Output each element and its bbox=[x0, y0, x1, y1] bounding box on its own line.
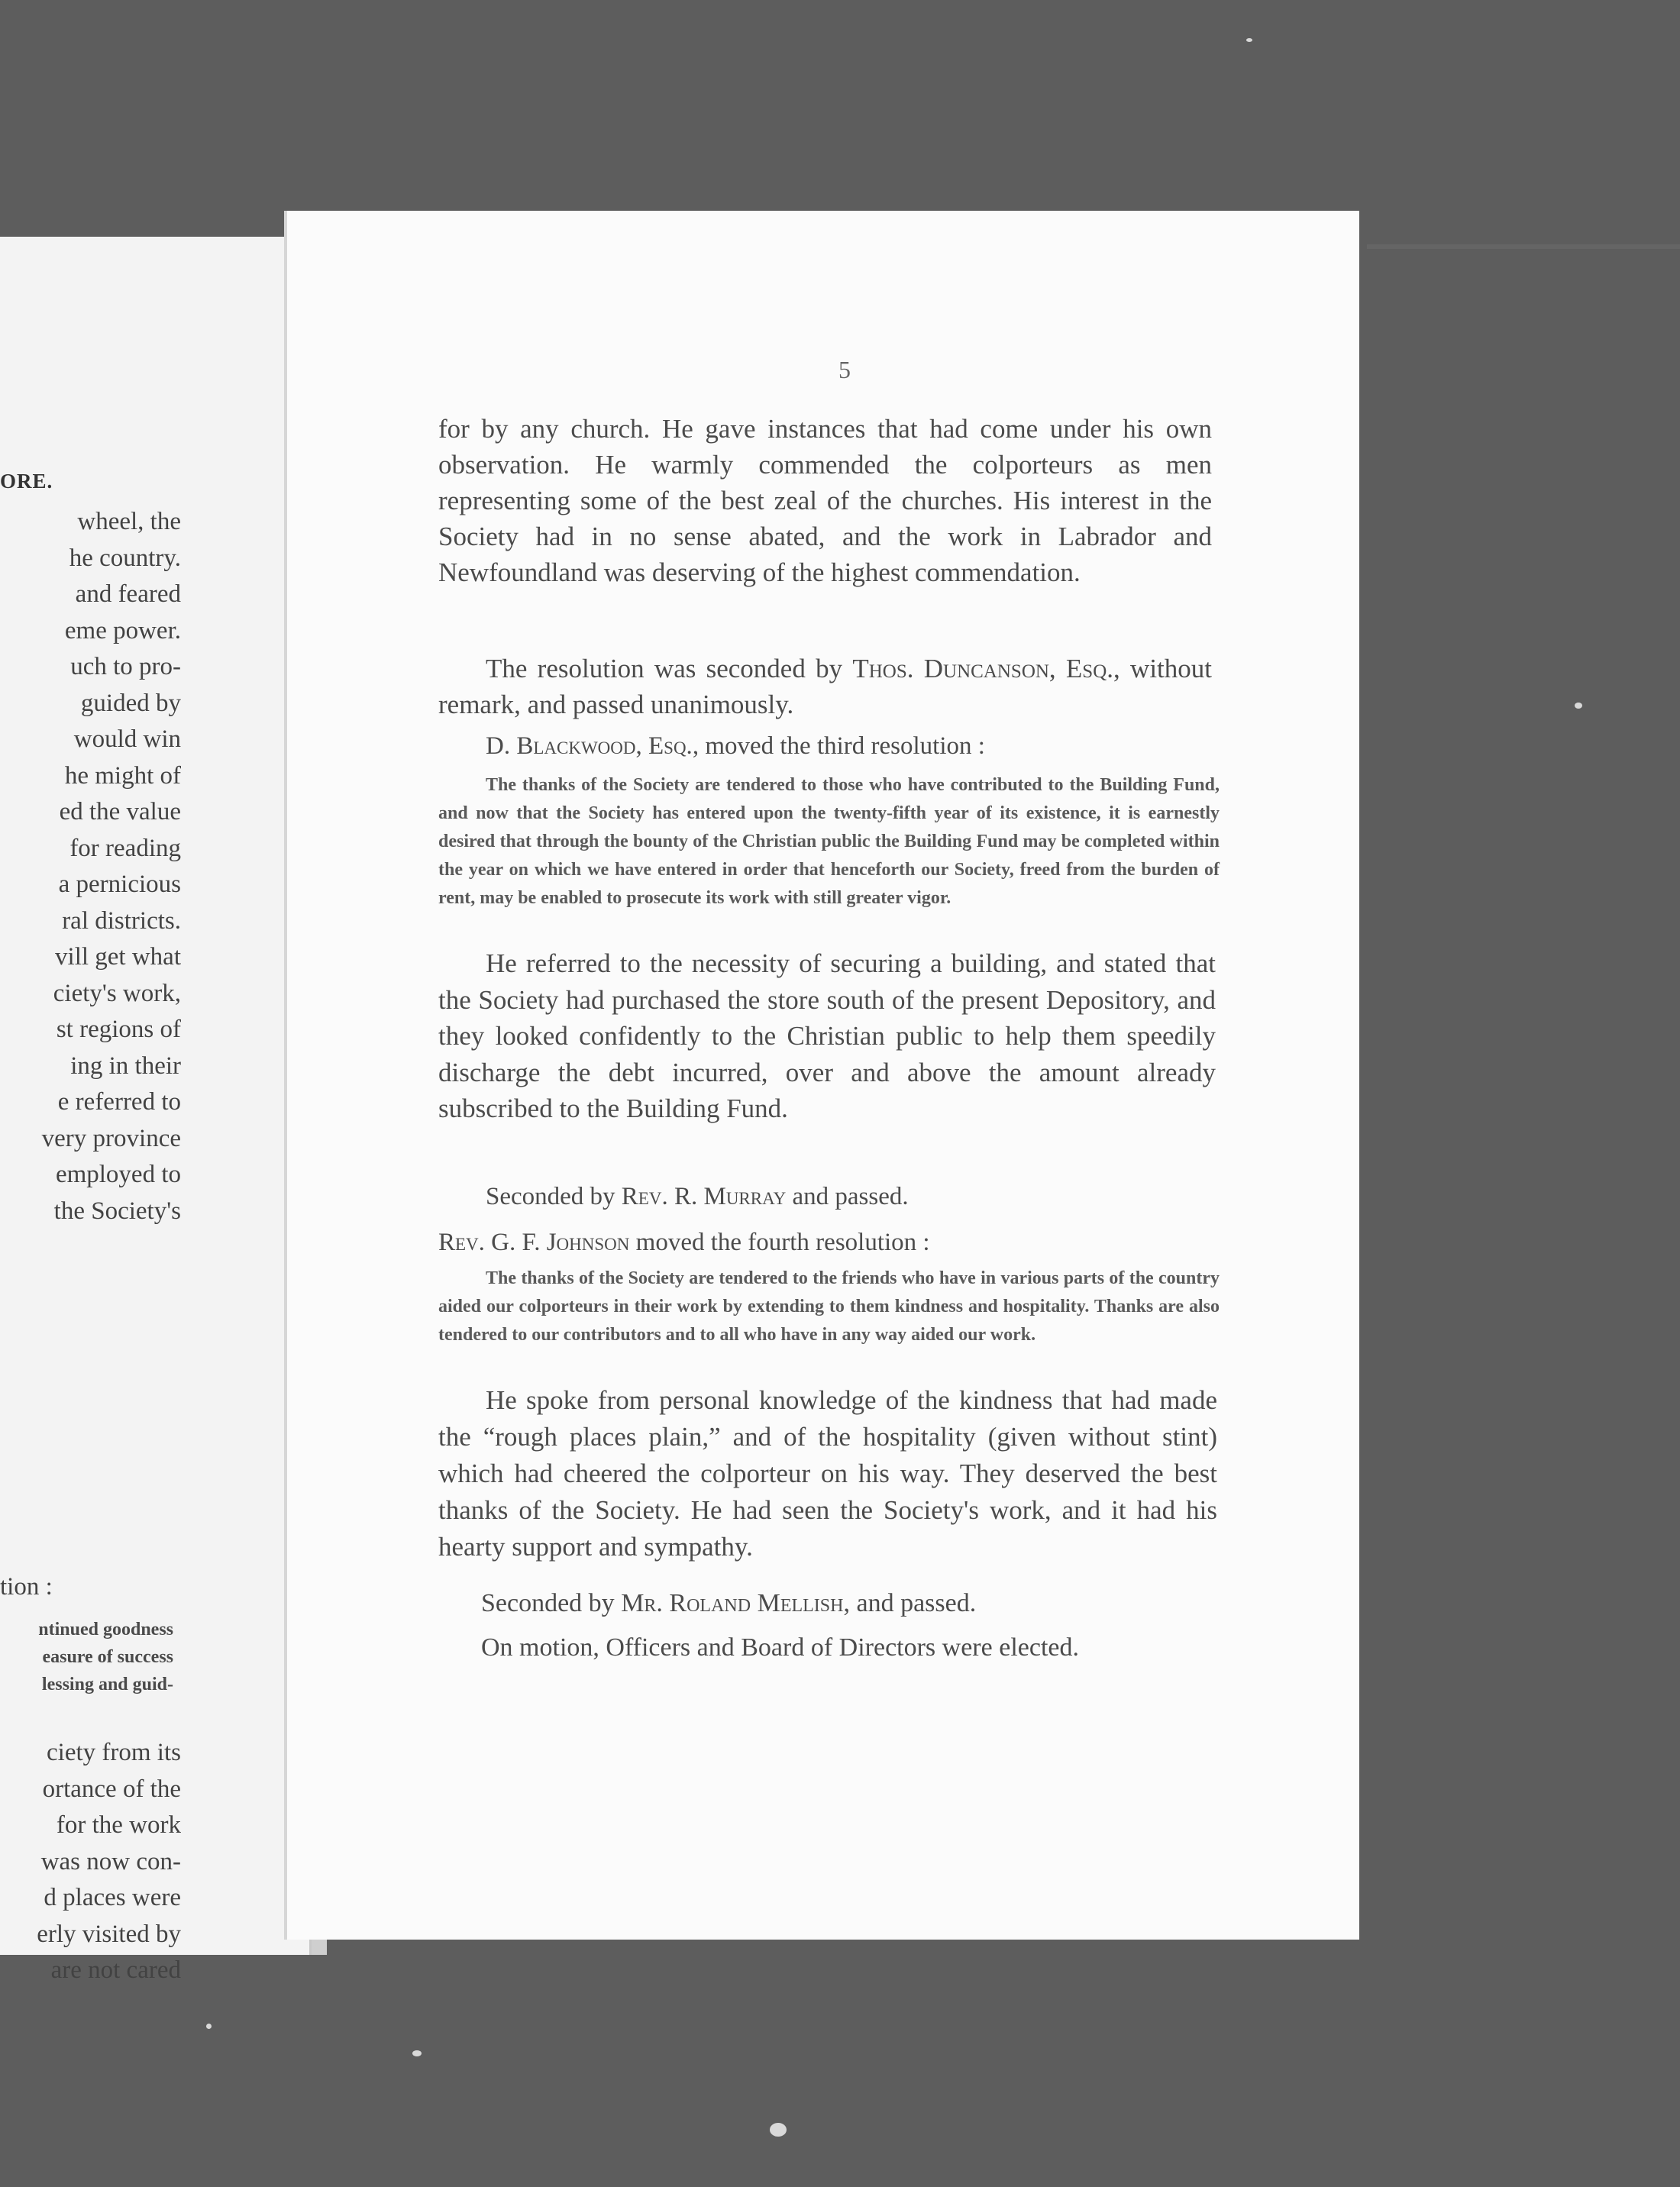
body-paragraph bbox=[438, 651, 1212, 722]
left-page-line: ing in their bbox=[70, 1052, 181, 1080]
resolution-text: The thanks of the Society are tendered to those who have contributed to the Building Fund, and now that the Society has entered upon the twenty-fifth year of its existence, it is earnestly desired that through the bounty of the Christian public the Building Fund may be completed within the year on which we have entered in order that henceforth our Society, freed from the burden of rent, may be enabled to prosecute its work with still greater vigor. bbox=[438, 775, 1220, 908]
left-page-line: d places were bbox=[44, 1884, 181, 1911]
left-page-line: he might of bbox=[64, 761, 181, 790]
body-paragraph bbox=[438, 1585, 1212, 1621]
body-paragraph: He spoke from personal knowledge of the kindness that had made the “rough places plain,” and of the hospitality (given without stint) which had cheered the colporteur on his way. They deserved the best thanks of the Society. He had seen the Society's work, and it had his hearty support and sympathy. bbox=[438, 1385, 1217, 1562]
left-page-line: the Society's bbox=[53, 1197, 181, 1225]
left-page-line: ortance of the bbox=[42, 1775, 181, 1803]
seconding-paragraph bbox=[438, 651, 1212, 722]
body-paragraph bbox=[438, 728, 1212, 764]
closing-paragraph bbox=[438, 1630, 1212, 1665]
page-number: 5 bbox=[838, 356, 851, 383]
left-page-line: guided by bbox=[80, 689, 181, 717]
left-page-line: ed the value bbox=[59, 798, 181, 825]
left-page-line: and feared bbox=[75, 580, 181, 608]
document-page bbox=[284, 211, 1359, 1940]
body-paragraph: for by any church. He gave instances that had come under his own observation. He warmly commended the colporteurs as men representing some of the best zeal of the churches. His interest in the Society had in no sense abated, and the work in Labrador and Newfoundland was deserving of the highest commendation. bbox=[438, 414, 1212, 587]
left-page-line: a pernicious bbox=[58, 871, 181, 898]
motion-paragraph bbox=[438, 728, 1212, 764]
body-paragraph: On motion, Officers and Board of Directors were elected. bbox=[481, 1633, 1079, 1662]
text-run: The resolution was seconded by bbox=[486, 654, 853, 683]
dust-speck bbox=[412, 2050, 422, 2056]
text-run: and passed. bbox=[786, 1183, 909, 1210]
left-page-line: are not cared bbox=[50, 1956, 181, 1984]
left-page-line: e referred to bbox=[57, 1088, 181, 1116]
hospitality-paragraph bbox=[438, 1382, 1217, 1565]
dust-speck bbox=[206, 2024, 212, 2029]
person-name: D. Blackwood, Esq. bbox=[486, 732, 693, 760]
left-page-line: was now con- bbox=[40, 1847, 181, 1875]
left-page-line: uch to pro- bbox=[70, 653, 181, 680]
left-page-small-line: lessing and guid- bbox=[41, 1675, 173, 1694]
body-paragraph: He referred to the necessity of securing a building, and stated that the Society had purchased the store south of the present Depository, and they looked confidently to the Christian public to help them speedily discharge the debt incurred, over and above the amount already subscribed to the Building Fund. bbox=[438, 948, 1216, 1123]
left-page-resolution-heading: tion : bbox=[0, 1573, 53, 1601]
paragraph-continuation bbox=[438, 411, 1212, 590]
text-run: , without remark, and passed unanimously. bbox=[438, 654, 1212, 719]
text-run: Seconded by bbox=[481, 1589, 622, 1617]
seconding-paragraph bbox=[438, 1585, 1212, 1621]
background-scan-band bbox=[1367, 244, 1680, 249]
person-name: Rev. G. F. Johnson bbox=[438, 1229, 630, 1256]
left-page-line: ral districts. bbox=[62, 906, 181, 935]
left-page-line: vill get what bbox=[55, 943, 181, 971]
text-run: , and passed. bbox=[843, 1589, 977, 1617]
left-page-line: erly visited by bbox=[37, 1920, 181, 1948]
left-page-line: for the work bbox=[56, 1811, 181, 1839]
person-name: Mr. Roland Mellish bbox=[621, 1589, 844, 1617]
left-page-line: st regions of bbox=[56, 1016, 181, 1043]
left-page-resolution-text bbox=[38, 1616, 173, 1698]
left-page-line: eme power. bbox=[64, 616, 181, 644]
left-page-line: he country. bbox=[69, 544, 181, 572]
third-resolution-block bbox=[438, 771, 1220, 913]
left-page-heading: ORE. bbox=[0, 470, 53, 493]
left-page-small-line: easure of success bbox=[42, 1647, 173, 1667]
body-paragraph bbox=[438, 1179, 1212, 1215]
left-page-line: employed to bbox=[55, 1161, 181, 1188]
person-name: Rev. R. Murray bbox=[621, 1183, 787, 1210]
left-page-text-bottom bbox=[37, 1735, 181, 1989]
left-page-small-line: ntinued goodness bbox=[38, 1620, 173, 1639]
person-name: Thos. Duncanson, Esq. bbox=[852, 654, 1114, 683]
left-page-line: wheel, the bbox=[77, 508, 181, 535]
dust-speck bbox=[1575, 703, 1582, 709]
dust-speck bbox=[1246, 38, 1252, 42]
text-run: moved the fourth resolution : bbox=[629, 1229, 930, 1256]
building-paragraph bbox=[438, 945, 1216, 1127]
text-run: , moved the third resolution : bbox=[692, 732, 985, 760]
resolution-text: The thanks of the Society are tendered to the friends who have in various parts of the country aided our colporteurs in their work by extending to them kindness and hospitality. Thanks are also tendered to our contributors and to all who have in any way aided our work. bbox=[438, 1268, 1220, 1345]
text-run: Seconded by bbox=[486, 1183, 622, 1210]
left-page-text-top bbox=[42, 504, 181, 1229]
seconding-paragraph bbox=[438, 1179, 1212, 1215]
body-paragraph bbox=[438, 1225, 1212, 1261]
dust-speck bbox=[770, 2123, 787, 2137]
motion-paragraph bbox=[438, 1225, 1212, 1261]
previous-page-fragment bbox=[0, 237, 314, 1984]
left-page-line: for reading bbox=[69, 834, 181, 862]
left-page-line: ciety's work, bbox=[53, 979, 181, 1007]
left-page-line: would win bbox=[73, 725, 181, 753]
left-page-line: ciety from its bbox=[47, 1739, 181, 1766]
fourth-resolution-block bbox=[438, 1265, 1220, 1349]
left-page-line: very province bbox=[41, 1124, 181, 1152]
